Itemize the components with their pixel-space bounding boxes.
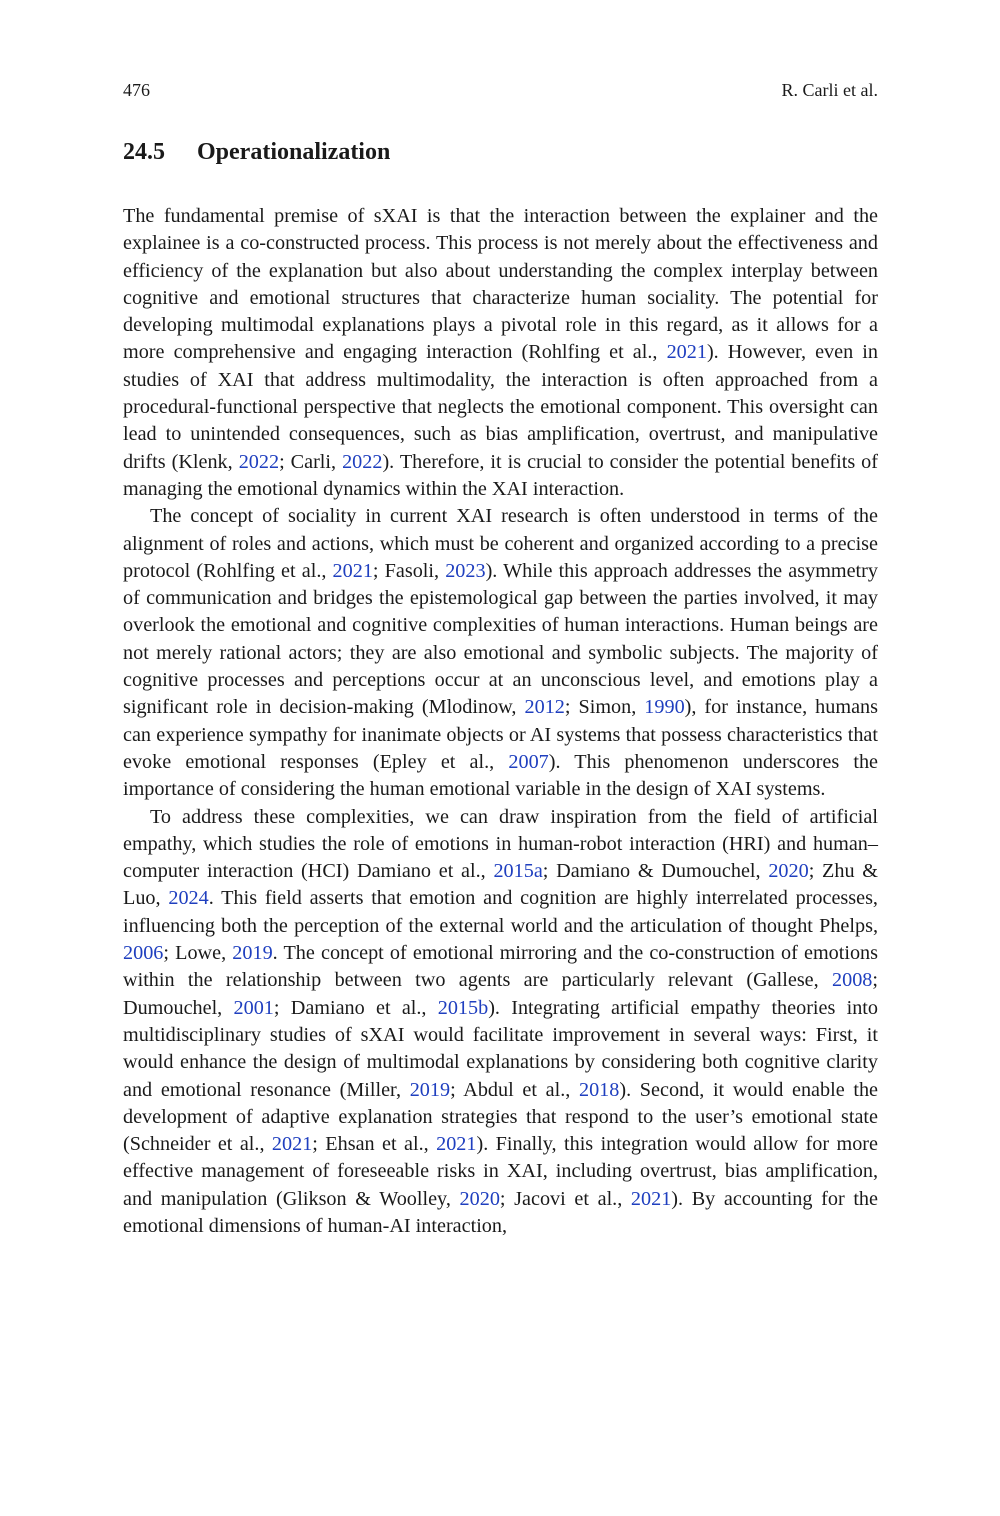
paragraph-text: . The concept of emotional mirroring and the co-construction of emotions within the relationship between two agents are particularly relevant (Gallese, <box>123 942 879 992</box>
citation-link[interactable]: 2018 <box>578 1078 620 1101</box>
running-head: R. Carli et al. <box>781 80 878 100</box>
citation-link[interactable]: 2022 <box>238 450 280 473</box>
citation-link[interactable]: 2021 <box>436 1133 477 1156</box>
paragraph-text: ; Carli, <box>279 450 343 473</box>
paragraph-text: ). While this approach addresses the asymmetry of communication and bridges the epistemological gap between the parties involved, it may overlook the emotional and cognitive complexities of human interactions. Human beings are not merely rational actors; they are also emotional and symbolic subjects. The majority of cognitive processes and perceptions occur at an unconscious level, and emotions play a significant role in decision-making (Mlodinow, <box>123 559 878 719</box>
paragraph-text: ; Ehsan et al., <box>312 1133 437 1156</box>
paragraph-text: ). Integrating artificial empathy theories into multidisciplinary studies of sXAI would facilitate improvement in several ways: First, it would enhance the design of multimodal explanations by considering both cognitive clarity and emotional resonance (Miller, <box>123 996 879 1101</box>
citation-link[interactable]: 2021 <box>271 1133 313 1156</box>
citation-link[interactable]: 2019 <box>232 942 273 965</box>
paragraph-text: ; Lowe, <box>163 942 233 965</box>
citation-link[interactable]: 2012 <box>524 696 565 719</box>
paragraph-text: ), for instance, humans can experience sympathy for inanimate objects or AI systems that possess characteristics that evoke emotional responses (Epley et al., <box>123 696 878 773</box>
citation-link[interactable]: 2020 <box>768 860 809 883</box>
paragraph-text: The concept of sociality in current XAI research is often understood in terms of the alignment of roles and actions, which must be coherent and organized according to a precise protocol (Rohlfing et al., <box>123 505 878 582</box>
paragraph-text: ; Simon, <box>564 696 645 719</box>
paragraph-text: ). Finally, this integration would allow for more effective management of foreseeable risks in XAI, including overtrust, bias amplification, and manipulation (Glikson & Woolley, <box>123 1133 878 1210</box>
paragraph <box>123 203 878 503</box>
section-title: Operationalization <box>197 139 391 165</box>
citation-link[interactable]: 2015b <box>437 996 489 1019</box>
citation-link[interactable]: 2021 <box>332 559 373 582</box>
citation-link[interactable]: 2024 <box>168 887 209 910</box>
paragraph-text: ). Second, it would enable the development of adaptive explanation strategies that respond to the user’s emotional state (Schneider et al., <box>123 1078 879 1156</box>
section-heading <box>123 137 390 167</box>
paragraph-text: . This field asserts that emotion and cognition are highly interrelated processes, influencing both the perception of the external world and the articulation of thought Phelps, <box>123 887 878 937</box>
paragraph-text: ; Damiano et al., <box>273 996 438 1019</box>
paragraph-text: ). However, even in studies of XAI that address multimodality, the interaction is often approached from a procedural-functional perspective that neglects the emotional component. This oversight can lead to unintended consequences, such as bias amplification, overtrust, and manipulative drifts (Klenk, <box>123 341 878 473</box>
paragraph-text: ; Abdul et al., <box>450 1078 579 1101</box>
section-number: 24.5 <box>123 139 165 165</box>
citation-link[interactable]: 2019 <box>409 1078 451 1101</box>
citation-link[interactable]: 2006 <box>123 942 164 965</box>
paragraph-text: ; Dumouchel, <box>123 969 878 1019</box>
paragraph-text: ). Therefore, it is crucial to consider the potential benefits of managing the emotional dynamics within the XAI interaction. <box>123 450 878 500</box>
paragraph-text: To address these complexities, we can draw inspiration from the field of artificial empathy, which studies the role of emotions in human-robot interaction (HRI) and human–computer interaction (HCI) Damiano et al., <box>123 805 878 883</box>
citation-link[interactable]: 1990 <box>644 696 685 719</box>
citation-link[interactable]: 2008 <box>832 969 873 992</box>
body-text <box>123 203 878 1240</box>
citation-link[interactable]: 2015a <box>493 860 543 883</box>
paragraph-text: ; Zhu & Luo, <box>123 860 878 910</box>
citation-link[interactable]: 2007 <box>508 750 549 773</box>
paragraph-text: ; Jacovi et al., <box>499 1187 631 1210</box>
citation-link[interactable]: 2021 <box>666 341 707 364</box>
citation-link[interactable]: 2001 <box>233 996 274 1019</box>
paragraph-text: The fundamental premise of sXAI is that the interaction between the explainer and the explainee is a co-constructed process. This process is not merely about the effectiveness and efficiency of the explanation but also about understanding the complex interplay between cognitive and emotional structures that characterize human sociality. The potential for developing multimodal explanations plays a pivotal role in this regard, as it allows for a more comprehensive and engaging interaction (Rohlfing et al., <box>123 205 878 364</box>
citation-link[interactable]: 2021 <box>630 1187 672 1210</box>
citation-link[interactable]: 2022 <box>342 450 383 473</box>
paragraph-text: ; Damiano & Dumouchel, <box>542 860 769 883</box>
citation-link[interactable]: 2023 <box>445 559 486 582</box>
citation-link[interactable]: 2020 <box>459 1187 500 1210</box>
paragraph <box>123 503 878 803</box>
paragraph <box>123 804 878 1241</box>
page-number: 476 <box>123 80 150 100</box>
paragraph-text: ; Fasoli, <box>372 559 446 582</box>
paragraph-text: ). By accounting for the emotional dimensions of human-AI interaction, <box>123 1187 878 1237</box>
paragraph-text: ). This phenomenon underscores the importance of considering the human emotional variable in the design of XAI systems. <box>123 750 878 801</box>
